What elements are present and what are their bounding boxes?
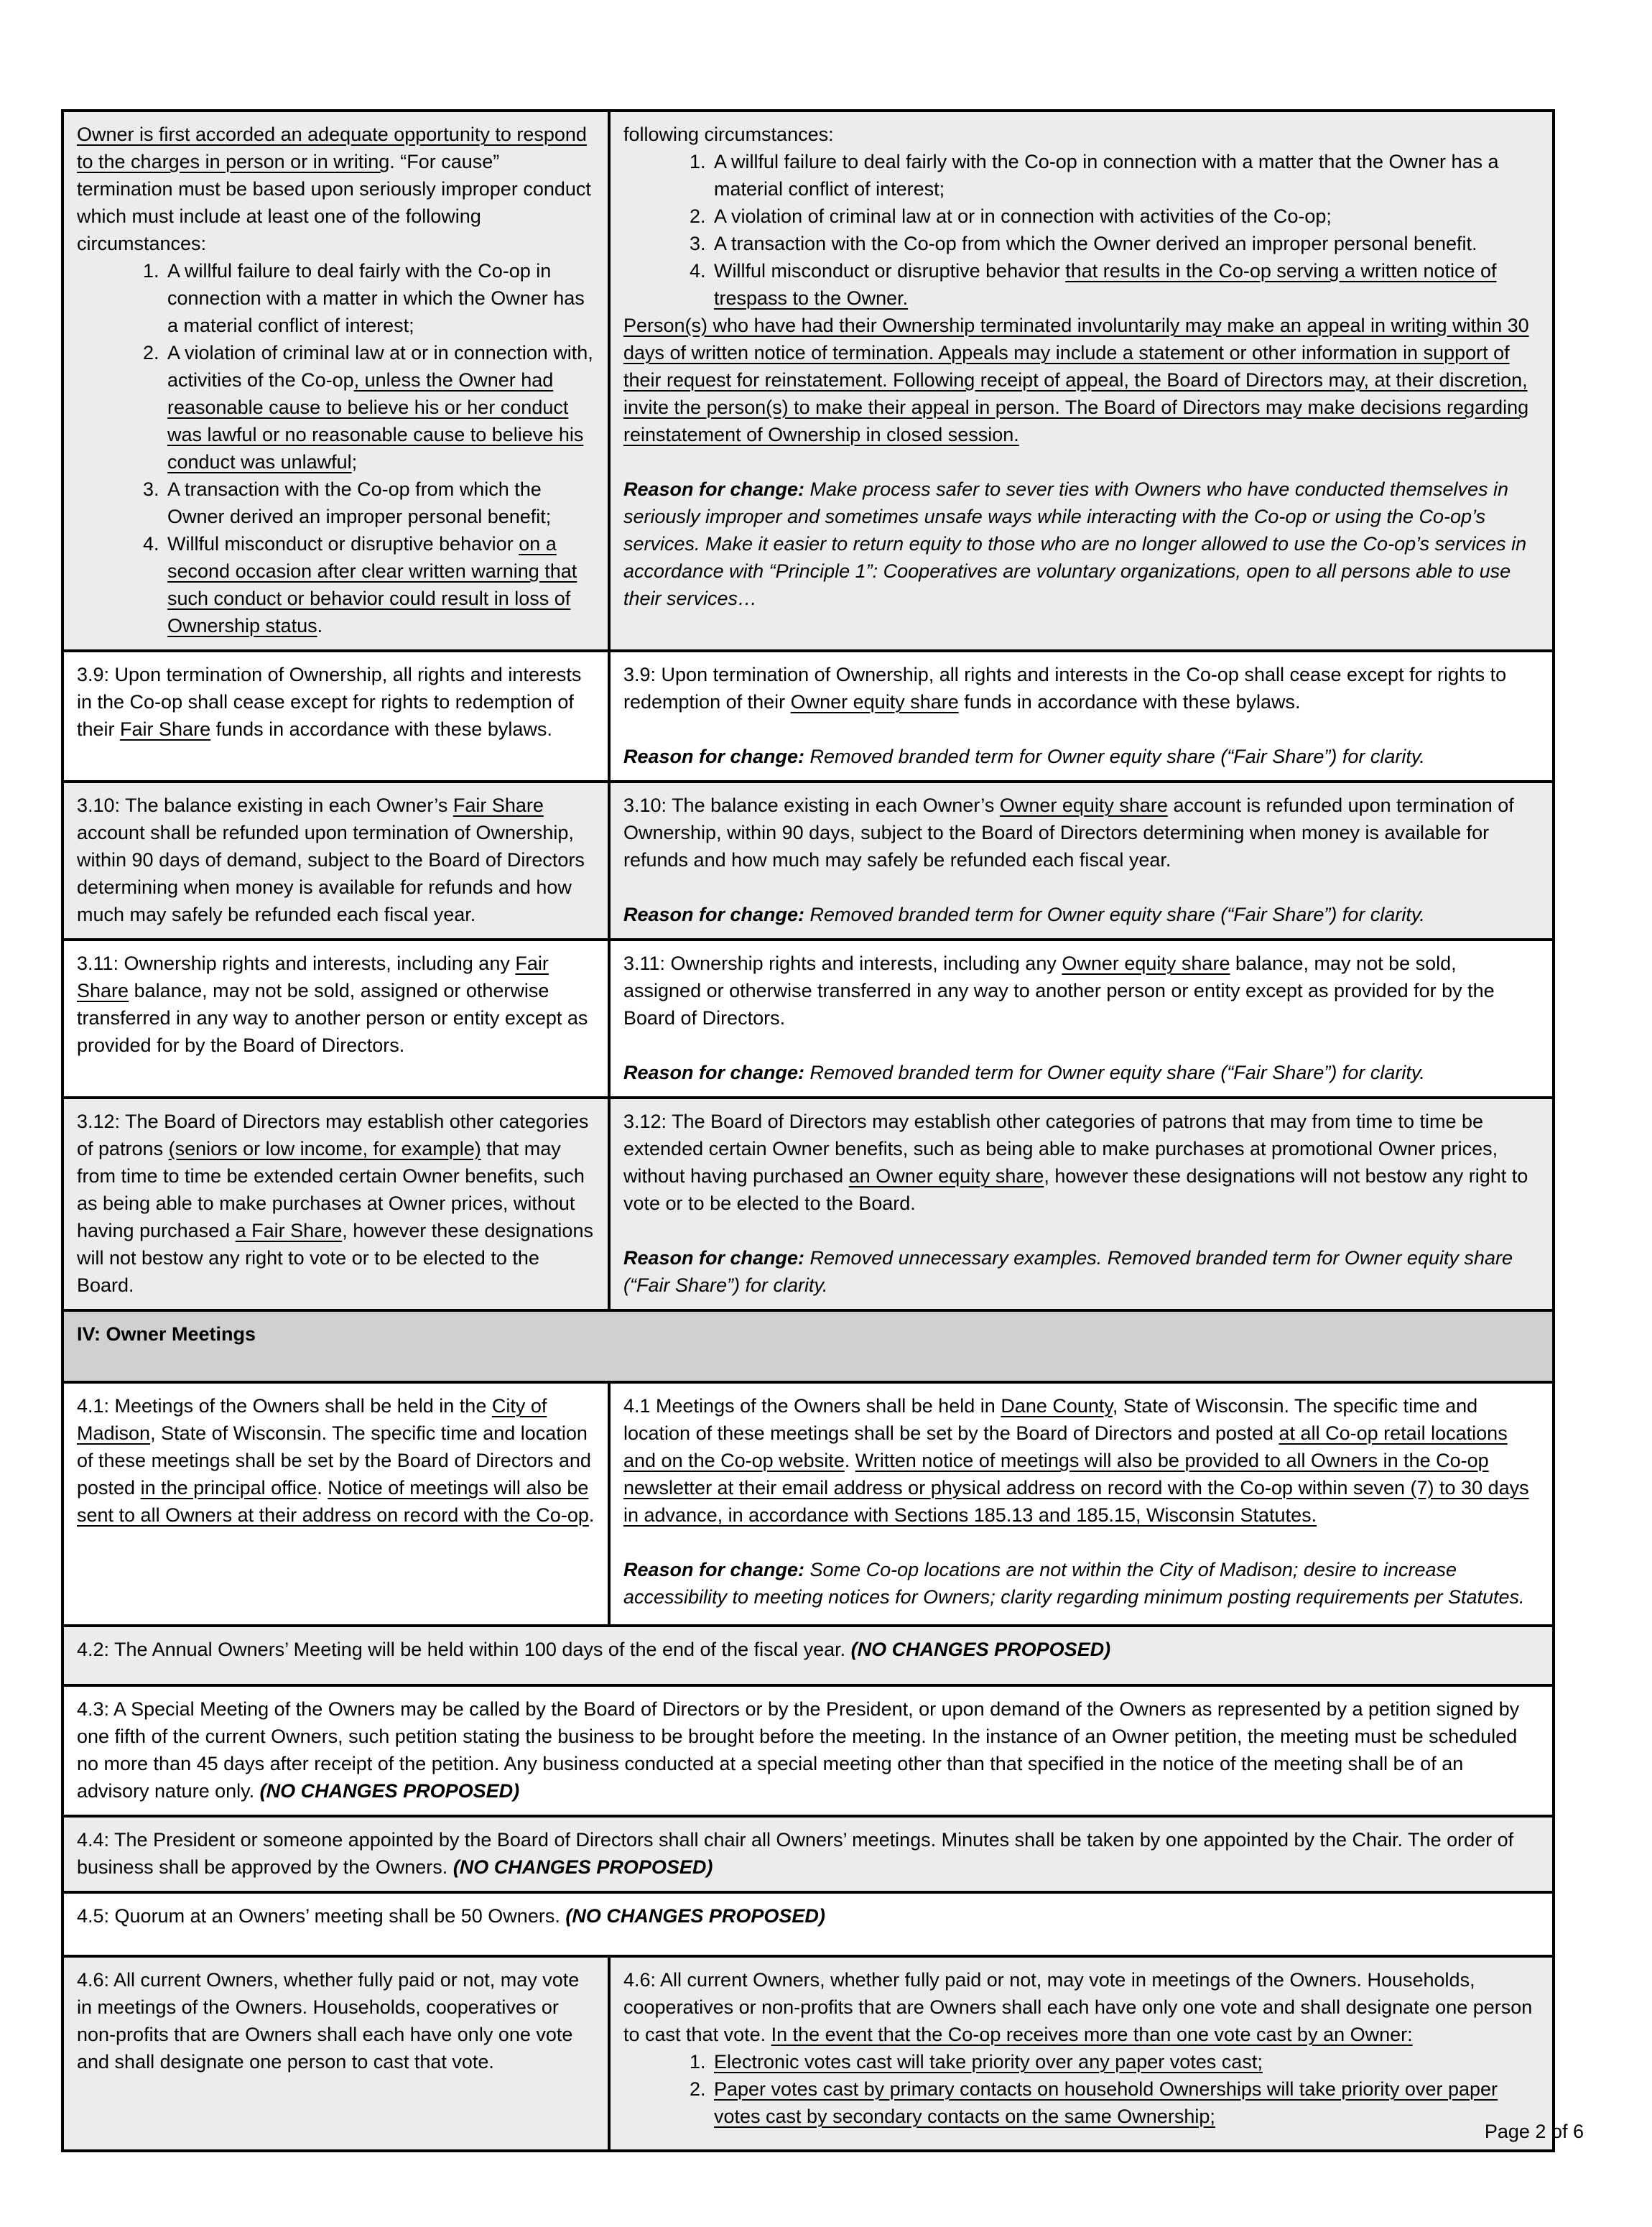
text-run: 4.1: Meetings of the Owners shall be held in the bbox=[77, 1395, 492, 1417]
new-bylaw-cell bbox=[609, 1098, 1554, 1310]
numbered-list bbox=[623, 148, 1539, 312]
list-item bbox=[164, 339, 595, 476]
list-item bbox=[711, 257, 1539, 312]
paragraph bbox=[623, 312, 1539, 448]
section-header: IV: Owner Meetings bbox=[62, 1310, 1554, 1382]
text-run: A transaction with the Co-op from which the Owner derived an improper personal benefit. bbox=[714, 233, 1477, 254]
text-run: 3.10: The balance existing in each Owner’s bbox=[623, 795, 1000, 816]
old-bylaw-cell bbox=[62, 940, 609, 1098]
table-row bbox=[62, 1816, 1554, 1892]
text-run: Removed branded term for Owner equity share (“Fair Share”) for clarity. bbox=[809, 1062, 1425, 1083]
new-bylaw-cell bbox=[609, 940, 1554, 1098]
table-row bbox=[62, 1685, 1554, 1816]
table-row bbox=[62, 651, 1554, 782]
text-run: , State of Wisconsin. The specific time and location of these meetings shall be set by the Board of Directors and posted bbox=[623, 1395, 1478, 1444]
table-row bbox=[62, 1892, 1554, 1956]
table-row bbox=[62, 1956, 1554, 2151]
old-bylaw-cell bbox=[62, 111, 609, 651]
text-run: funds in accordance with these bylaws. bbox=[958, 691, 1301, 713]
text-run: Reason for change: bbox=[623, 1247, 810, 1269]
paragraph bbox=[623, 1244, 1539, 1299]
paragraph bbox=[77, 1902, 1539, 1930]
paragraph bbox=[623, 1108, 1539, 1217]
new-bylaw-cell bbox=[609, 111, 1554, 651]
paragraph bbox=[77, 1108, 595, 1299]
text-run: 4.2: The Annual Owners’ Meeting will be held within 100 days of the end of the fiscal year. bbox=[77, 1639, 851, 1660]
table-row bbox=[62, 940, 1554, 1098]
new-bylaw-cell bbox=[609, 782, 1554, 940]
paragraph bbox=[623, 476, 1539, 612]
text-run: Reason for change: bbox=[623, 1559, 810, 1580]
text-run: 4.5: Quorum at an Owners’ meeting shall be 50 Owners. bbox=[77, 1905, 566, 1927]
new-bylaw-cell bbox=[609, 1956, 1554, 2151]
paragraph bbox=[77, 1826, 1539, 1881]
text-run: Make process safer to sever ties with Owners who have conducted themselves in seriously improper and sometimes unsafe ways while interacting with the Co-op or using the Co-op’s services. Make it easier to return equity to those who are no longer allowed to use the Co-op’s services in accordance with “Principle 1”: Cooperatives are voluntary organizations, open to all persons able to use their services… bbox=[623, 478, 1527, 609]
bylaw-row-full bbox=[62, 1816, 1554, 1892]
old-bylaw-cell bbox=[62, 651, 609, 782]
text-run: Removed branded term for Owner equity share (“Fair Share”) for clarity. bbox=[809, 904, 1425, 925]
text-run: 3.12: The Board of Directors may establish other categories of patrons that may from time to time be extended certain Owner benefits, such as being able to make purchases at promotional Owner prices, without having purchased bbox=[623, 1111, 1498, 1187]
text-run: Owner equity share bbox=[1062, 953, 1230, 974]
paragraph bbox=[77, 121, 595, 257]
text-run: In the event that the Co-op receives more than one vote cast by an Owner: bbox=[771, 2024, 1413, 2045]
new-bylaw-cell bbox=[609, 1382, 1554, 1626]
text-run: (NO CHANGES PROPOSED) bbox=[259, 1780, 520, 1802]
list-item bbox=[711, 203, 1539, 230]
text-run: Willful misconduct or disruptive behavior bbox=[167, 533, 519, 555]
bylaw-row-full bbox=[62, 1626, 1554, 1685]
text-run: (seniors or low income, for example) bbox=[168, 1138, 481, 1159]
text-run: balance, may not be sold, assigned or otherwise transferred in any way to another person or entity except as provided for by the Board of Directors. bbox=[77, 980, 588, 1056]
text-run: 3.12: The Board of Directors may establish other categories of patrons bbox=[77, 1111, 589, 1159]
text-run: Willful misconduct or disruptive behavior bbox=[714, 260, 1066, 282]
bylaw-row-full bbox=[62, 1685, 1554, 1816]
list-item bbox=[711, 2048, 1539, 2075]
paragraph bbox=[77, 950, 595, 1059]
paragraph bbox=[77, 792, 595, 928]
text-run: . bbox=[317, 615, 323, 636]
list-item bbox=[711, 2075, 1539, 2130]
text-run: 3.9: Upon termination of Ownership, all rights and interests in the Co-op shall cease except for rights to redemption of their bbox=[77, 664, 582, 740]
text-run: account is refunded upon termination of Ownership, within 90 days, subject to the Board of Directors determining when money is available for refunds and how much may safely be refunded each fiscal year. bbox=[623, 795, 1514, 871]
paragraph bbox=[623, 901, 1539, 928]
text-run: 3.9: Upon termination of Ownership, all rights and interests in the Co-op shall cease except for rights to redemption of their bbox=[623, 664, 1507, 713]
text-run: A transaction with the Co-op from which the Owner derived an improper personal benefit; bbox=[167, 478, 552, 527]
list-item bbox=[164, 530, 595, 639]
bylaws-comparison-table bbox=[61, 109, 1555, 2152]
table-row bbox=[62, 1310, 1554, 1382]
text-run: that results in the Co-op serving a written notice of trespass to the Owner. bbox=[714, 260, 1497, 309]
numbered-list bbox=[623, 2048, 1539, 2130]
paragraph bbox=[623, 661, 1539, 716]
text-run: 4.6: All current Owners, whether fully paid or not, may vote in meetings of the Owners. Households, cooperatives or non-profits that are Owners shall each have only one vote and shall designate one person to cast that vote. bbox=[623, 1969, 1533, 2045]
text-run: Person(s) who have had their Ownership terminated involuntarily may make an appeal in writing within 30 days of written notice of termination. Appeals may include a statement or other information in support of their request for reinstatement. Following receipt of appeal, the Board of Directors may, at their discretion, invite the person(s) to make their appeal in person. The Board of Directors may make decisions regarding reinstatement of Ownership in closed session. bbox=[623, 315, 1529, 445]
text-run: account shall be refunded upon termination of Ownership, within 90 days of demand, subject to the Board of Directors determining when money is available for refunds and how much may safely be refunded each fiscal year. bbox=[77, 822, 585, 925]
text-run: Removed branded term for Owner equity share (“Fair Share”) for clarity. bbox=[809, 746, 1425, 767]
table-row bbox=[62, 1382, 1554, 1626]
list-item bbox=[711, 230, 1539, 257]
paragraph bbox=[623, 950, 1539, 1032]
text-run: at all Co-op retail locations and on the Co-op website bbox=[623, 1422, 1508, 1471]
old-bylaw-cell bbox=[62, 1382, 609, 1626]
table-row bbox=[62, 1626, 1554, 1685]
text-run: A violation of criminal law at or in connection with activities of the Co-op; bbox=[714, 205, 1332, 227]
text-run: following circumstances: bbox=[623, 124, 834, 145]
bylaw-row-full bbox=[62, 1892, 1554, 1956]
text-run: Some Co-op locations are not within the City of Madison; desire to increase accessibility to meeting notices for Owners; clarity regarding minimum posting requirements per Statutes. bbox=[623, 1559, 1525, 1608]
text-run: Fair Share bbox=[120, 718, 211, 740]
text-run: 3.11: Ownership rights and interests, including any bbox=[77, 953, 516, 974]
text-run: . “For cause” termination must be based upon seriously improper conduct which must include at least one of the following circumstances: bbox=[77, 151, 591, 254]
text-run: Written notice of meetings will also be provided to all Owners in the Co-op newsletter at their email address or physical address on record with the Co-op within seven (7) to 30 days in advance, in accordance with Sections 185.13 and 185.15, Wisconsin Statutes. bbox=[623, 1450, 1529, 1526]
text-run: 4.6: All current Owners, whether fully paid or not, may vote in meetings of the Owners. Households, cooperatives or non-profits that are Owners shall each have only one vote and shall designate one person to cast that vote. bbox=[77, 1969, 580, 2073]
text-run: A violation of criminal law at or in connection with, activities of the Co-op bbox=[167, 342, 593, 391]
paragraph bbox=[77, 1966, 595, 2075]
text-run: 4.4: The President or someone appointed by the Board of Directors shall chair all Owners’ meetings. Minutes shall be taken by one appointed by the Chair. The order of business shall be approved by the Owners. bbox=[77, 1829, 1514, 1878]
text-run: funds in accordance with these bylaws. bbox=[210, 718, 552, 740]
text-run: . bbox=[317, 1477, 328, 1499]
old-bylaw-cell bbox=[62, 1098, 609, 1310]
text-run: in the principal office bbox=[140, 1477, 317, 1499]
text-run: Reason for change: bbox=[623, 746, 810, 767]
paragraph bbox=[623, 121, 1539, 148]
text-run: 3.11: Ownership rights and interests, including any bbox=[623, 953, 1062, 974]
text-run: Reason for change: bbox=[623, 904, 810, 925]
table-row bbox=[62, 111, 1554, 651]
text-run: , unless the Owner had reasonable cause to believe his or her conduct was lawful or no reasonable cause to believe his conduct was unlawful bbox=[167, 369, 584, 473]
paragraph bbox=[623, 743, 1539, 770]
text-run: A willful failure to deal fairly with the Co-op in connection with a matter that the Owner has a material conflict of interest; bbox=[714, 151, 1499, 200]
old-bylaw-cell bbox=[62, 782, 609, 940]
text-run: , however these designations will not bestow any right to vote or to be elected to the Board. bbox=[623, 1165, 1528, 1214]
new-bylaw-cell bbox=[609, 651, 1554, 782]
text-run: balance, may not be sold, assigned or otherwise transferred in any way to another person or entity except as provided for by the Board of Directors. bbox=[623, 953, 1495, 1029]
text-run: (NO CHANGES PROPOSED) bbox=[565, 1905, 825, 1927]
text-run: a Fair Share bbox=[235, 1220, 343, 1241]
paragraph bbox=[77, 1695, 1539, 1805]
text-run: an Owner equity share bbox=[848, 1165, 1044, 1187]
text-run: Removed unnecessary examples. Removed branded term for Owner equity share (“Fair Share”) for clarity. bbox=[623, 1247, 1513, 1296]
text-run: (NO CHANGES PROPOSED) bbox=[453, 1856, 713, 1878]
text-run: , State of Wisconsin. The specific time and location of these meetings shall be set by the Board of Directors and posted bbox=[77, 1422, 591, 1499]
list-item bbox=[711, 148, 1539, 203]
text-run: , however these designations will not bestow any right to vote or to be elected to the Board. bbox=[77, 1220, 593, 1296]
text-run: Fair Share bbox=[77, 953, 549, 1001]
text-run: (NO CHANGES PROPOSED) bbox=[850, 1639, 1111, 1660]
text-run: . bbox=[844, 1450, 855, 1471]
text-run: on a second occasion after clear written warning that such conduct or behavior could result in loss of Ownership status bbox=[167, 533, 577, 636]
text-run: that may from time to time be extended certain Owner benefits, such as being able to make purchases at Owner prices, without having purchased bbox=[77, 1138, 585, 1241]
paragraph bbox=[77, 661, 595, 743]
text-run: Paper votes cast by primary contacts on household Ownerships will take priority over paper votes cast by secondary contacts on the same Ownership; bbox=[714, 2078, 1498, 2127]
text-run: City of Madison bbox=[77, 1395, 547, 1444]
text-run: Owner equity share bbox=[999, 795, 1168, 816]
paragraph bbox=[77, 1636, 1539, 1663]
text-run: ; bbox=[351, 451, 358, 473]
paragraph bbox=[77, 1392, 595, 1529]
text-run: Electronic votes cast will take priority over any paper votes cast; bbox=[714, 2051, 1263, 2073]
text-run: 4.1 Meetings of the Owners shall be held in bbox=[623, 1395, 1001, 1417]
text-run: A willful failure to deal fairly with the Co-op in connection with a matter in which the Owner has a material conflict of interest; bbox=[167, 260, 585, 336]
text-run: . bbox=[588, 1504, 595, 1526]
text-run: 3.10: The balance existing in each Owner’s bbox=[77, 795, 453, 816]
numbered-list bbox=[77, 257, 595, 639]
text-run: Reason for change: bbox=[623, 478, 810, 500]
text-run: Fair Share bbox=[453, 795, 544, 816]
list-item bbox=[164, 257, 595, 339]
text-run: Notice of meetings will also be sent to all Owners at their address on record with the Co-op bbox=[77, 1477, 589, 1526]
paragraph bbox=[623, 1059, 1539, 1086]
text-run: 4.3: A Special Meeting of the Owners may be called by the Board of Directors or by the President, or upon demand of the Owners as represented by a petition signed by one fifth of the current Owners, such petition stating the business to be brought before the meeting. In the instance of an Owner petition, the meeting must be scheduled no more than 45 days after receipt of the petition. Any business conducted at a special meeting other than that specified in the notice of the meeting shall be of an advisory nature only. bbox=[77, 1698, 1520, 1802]
paragraph bbox=[623, 792, 1539, 874]
text-run: Reason for change: bbox=[623, 1062, 810, 1083]
text-run: Dane County bbox=[1001, 1395, 1113, 1417]
list-item bbox=[164, 476, 595, 530]
paragraph bbox=[623, 1392, 1539, 1529]
text-run: Owner is first accorded an adequate opportunity to respond to the charges in person or in writing bbox=[77, 124, 587, 172]
paragraph bbox=[623, 1966, 1539, 2048]
old-bylaw-cell bbox=[62, 1956, 609, 2151]
table-row bbox=[62, 782, 1554, 940]
text-run: Owner equity share bbox=[790, 691, 959, 713]
page-number: Page 2 of 6 bbox=[1484, 2121, 1584, 2142]
paragraph bbox=[623, 1556, 1539, 1611]
table-row bbox=[62, 1098, 1554, 1310]
